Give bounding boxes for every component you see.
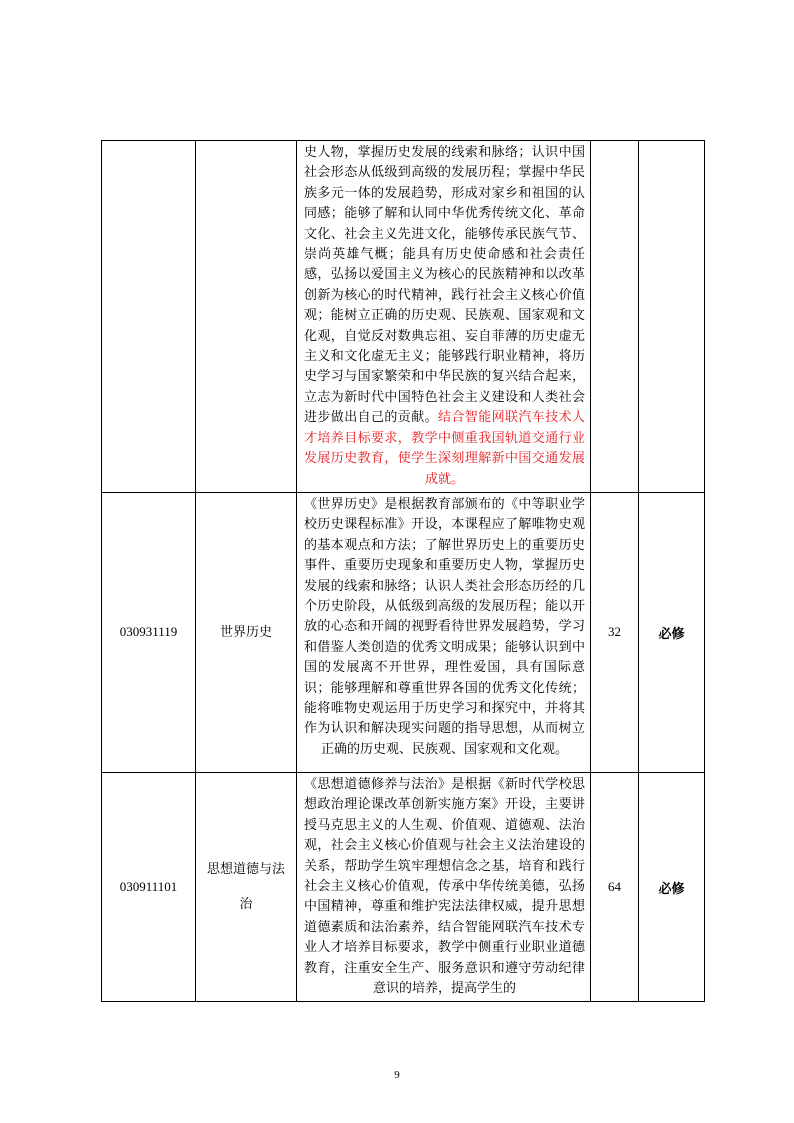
course-type: 必修 (639, 492, 705, 772)
description-text: 史人物，掌握历史发展的线索和脉络；认识中国社会形态从低级到高级的发展历程；掌握中华民族多元一体的发展趋势，形成对家乡和祖国的认同感；能够了解和认同中华优秀传统文化、革命文化、社会主义先进文化，能够传承民族气节、崇尚英雄气概；能具有历史使命感和社会责任感，弘扬以爱国主义为核心的民族精神和以改革创新为核心的时代精神，践行社会主义核心价值观；能树立正确的历史观、民族观、国家观和文化观，自觉反对数典忘祖、妄自菲薄的历史虚无主义和文化虚无主义；能够践行职业精神，将历史学习与国家繁荣和中华民族的复兴结合起来，立志为新时代中国特色社会主义建设和人类社会进步做出自己的贡献。 (304, 145, 585, 426)
course-hours (591, 141, 639, 493)
curriculum-table (101, 140, 705, 1002)
course-type (639, 141, 705, 493)
course-hours: 32 (591, 492, 639, 772)
description-text: 《世界历史》是根据教育部颁布的《中等职业学校历史课程标准》开设，本课程应了解唯物史观的基本观点和方法；了解世界历史上的重要历史事件、重要历史现象和重要历史人物，掌握历史发展的线索和脉络；认识人类社会形态历经的几个历史阶段，从低级到高级的发展历程；能以开放的心态和开阔的视野看待世界发展趋势，学习和借鉴人类创造的优秀文明成果；能够认识到中国的发展离不开世界，理性爱国，具有国际意识；能够理解和尊重世界各国的优秀文化传统；能将唯物史观运用于历史学习和探究中，并将其作为认识和解决现实问题的指导思想，从而树立正确的历史观、民族观、国家观和文化观。 (304, 496, 585, 757)
description-text: 《思想道德修养与法治》是根据《新时代学校思想政治理论课改革创新实施方案》开设，主要讲授马克思主义的人生观、价值观、道德观、法治观，社会主义核心价值观与社会主义法治建设的关系，帮助学生筑牢理想信念之基，培育和践行社会主义核心价值观，传承中华传统美德，弘扬中国精神，尊重和维护宪法法律权威，提升思想道德素质和法治素养，结合智能网联汽车技术专业人才培养目标要求，教学中侧重行业职业道德教育，注重安全生产、服务意识和遵守劳动纪律意识的培养，提高学生的 (304, 776, 585, 996)
course-description (297, 141, 591, 493)
table-row (102, 141, 705, 493)
course-code (102, 141, 196, 493)
table-row (102, 772, 705, 1001)
highlight-text: 结合智能网联汽车技术人才培养目标要求，教学中侧重我国轨道交通行业发展历史教育，使学生深刻理解新中国交通发展成就。 (304, 410, 585, 487)
course-hours: 64 (591, 772, 639, 1001)
course-description (297, 492, 591, 772)
course-code: 030911101 (102, 772, 196, 1001)
course-description (297, 772, 591, 1001)
course-type: 必修 (639, 772, 705, 1001)
table-row (102, 492, 705, 772)
course-code: 030931119 (102, 492, 196, 772)
course-name: 思想道德与法治 (196, 772, 297, 1001)
page-number: 9 (394, 1069, 400, 1081)
course-name (196, 141, 297, 493)
course-name: 世界历史 (196, 492, 297, 772)
